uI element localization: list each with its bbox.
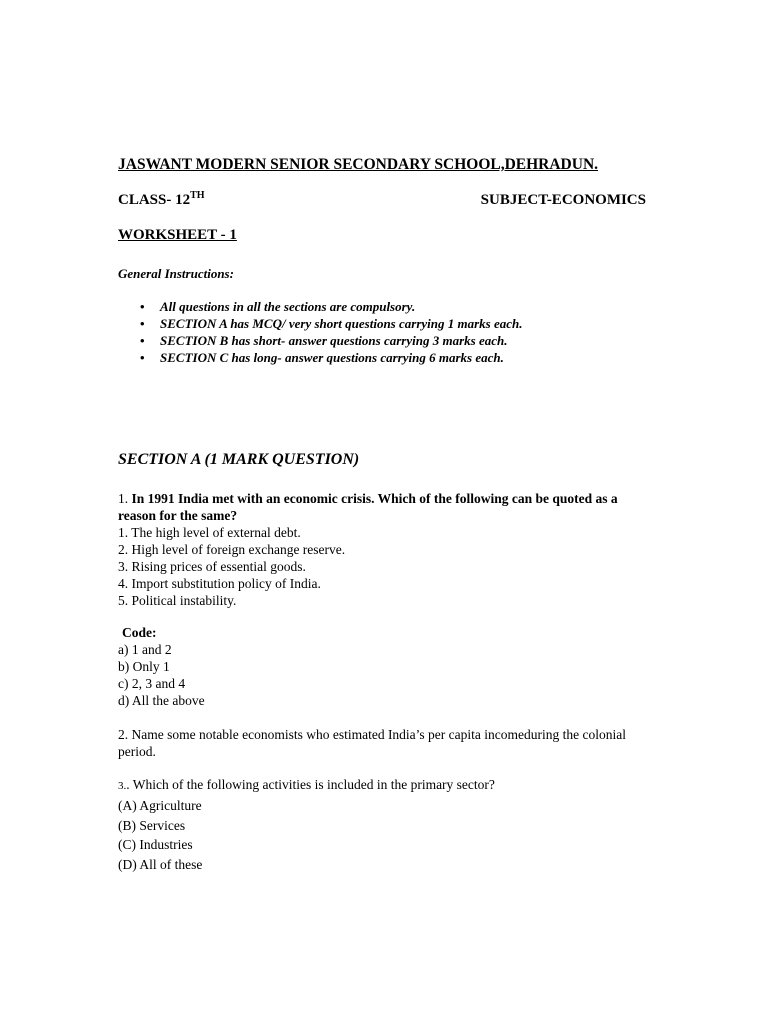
worksheet-title: WORKSHEET - 1 <box>118 227 237 243</box>
question-1-text: In 1991 India met with an economic crisis. Which of the following can be quoted as a reason for the same? <box>118 491 618 523</box>
bullet-icon: • <box>140 333 145 348</box>
question-1 <box>118 490 646 524</box>
code-label: Code: <box>122 625 157 640</box>
school-name: JASWANT MODERN SENIOR SECONDARY SCHOOL,DEHRADUN. <box>118 156 599 173</box>
instruction-text: SECTION A has MCQ/ very short questions carrying 1 marks each. <box>160 316 523 331</box>
option-item: a) 1 and 2 <box>118 642 172 657</box>
class-superscript: TH <box>190 190 205 201</box>
instruction-item <box>118 298 523 315</box>
statement-item: 1. The high level of external debt. <box>118 525 301 540</box>
option-item: d) All the above <box>118 693 205 708</box>
question-2: 2. Name some notable economists who estimated India’s per capita incomeduring the colonial period. <box>118 727 626 759</box>
statement-item: 4. Import substitution policy of India. <box>118 576 321 591</box>
question-1-options <box>118 641 205 709</box>
subject-label: SUBJECT-ECONOMICS <box>480 192 646 208</box>
instructions-list <box>118 298 523 366</box>
question-1-statements <box>118 524 345 609</box>
instruction-item <box>118 332 523 349</box>
statement-item: 5. Political instability. <box>118 593 237 608</box>
instruction-text: SECTION C has long- answer questions carrying 6 marks each. <box>160 350 504 365</box>
instruction-item <box>118 315 523 332</box>
option-item: (B) Services <box>118 817 186 833</box>
question-3-text: . Which of the following activities is included in the primary sector? <box>126 777 495 792</box>
question-3 <box>118 776 495 795</box>
class-text: CLASS- 12 <box>118 192 191 208</box>
option-item: (A) Agriculture <box>118 798 202 813</box>
bullet-icon: • <box>140 350 145 365</box>
option-item: b) Only 1 <box>118 659 170 674</box>
statement-item: 2. High level of foreign exchange reserve. <box>118 542 346 557</box>
question-3-number: 3. <box>118 780 127 792</box>
class-label <box>118 192 205 209</box>
section-a-heading: SECTION A (1 MARK QUESTION) <box>118 451 360 468</box>
option-item: (C) Industries <box>118 837 193 852</box>
statement-item: 3. Rising prices of essential goods. <box>118 559 306 574</box>
instruction-item <box>118 349 523 366</box>
question-1-number: 1. <box>118 491 132 506</box>
instruction-text: SECTION B has short- answer questions carrying 3 marks each. <box>160 333 508 348</box>
bullet-icon: • <box>140 316 145 331</box>
bullet-icon: • <box>140 299 145 314</box>
option-item: (D) All of these <box>118 856 203 872</box>
question-3-options <box>118 796 202 874</box>
instructions-heading: General Instructions: <box>118 266 234 281</box>
instruction-text: All questions in all the sections are compulsory. <box>160 299 416 314</box>
option-item: c) 2, 3 and 4 <box>118 676 186 691</box>
